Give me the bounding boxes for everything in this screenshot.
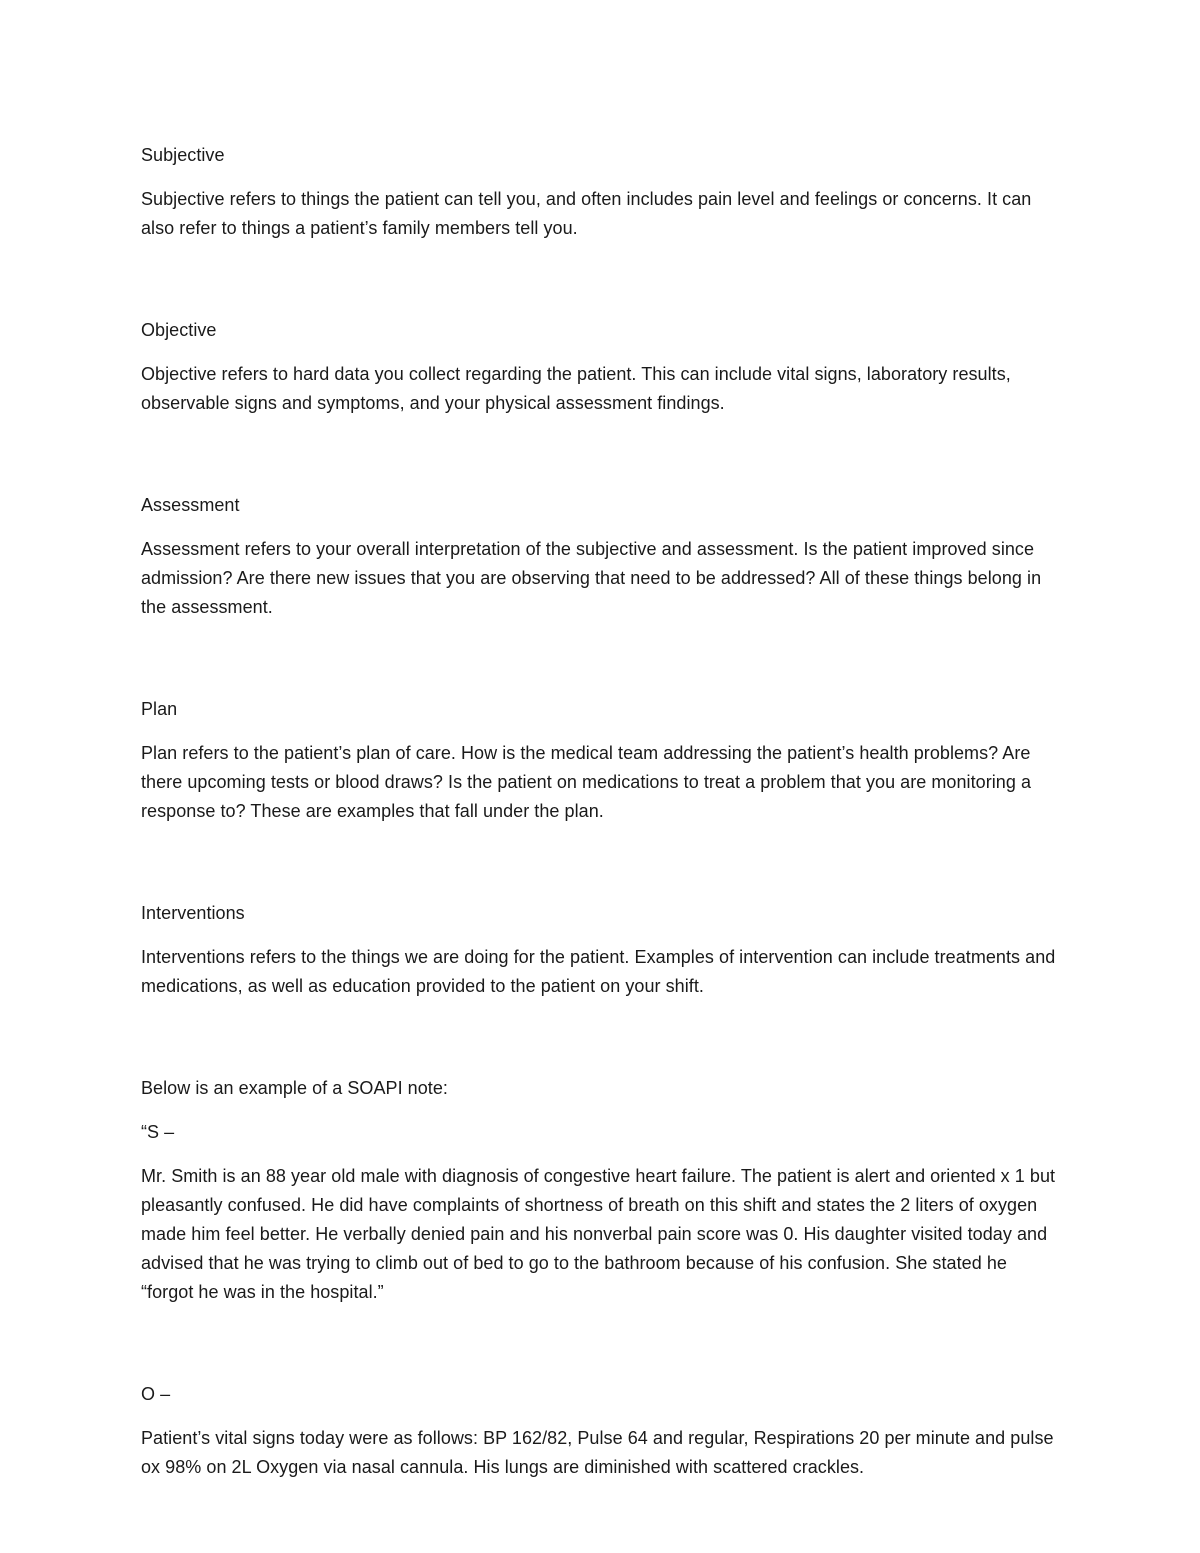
spacer (141, 826, 1061, 899)
section-heading: Plan (141, 699, 178, 719)
document-body (141, 141, 1061, 1482)
section-heading: Subjective (141, 145, 225, 165)
section-objective (141, 316, 1061, 418)
section-body: Assessment refers to your overall interpretation of the subjective and assessment. Is the patient improved since admission? Are there new issues that you are observing that need to be addressed? All of these things belong in the assessment. (141, 539, 1042, 617)
section-heading: Interventions (141, 903, 245, 923)
example-intro: Below is an example of a SOAPI note: (141, 1078, 448, 1098)
section-body: Subjective refers to things the patient can tell you, and often includes pain level and feelings or concerns. It can also refer to things a patient’s family members tell you. (141, 189, 1032, 238)
section-plan (141, 695, 1061, 826)
section-heading: Assessment (141, 495, 240, 515)
section-body: Interventions refers to the things we are doing for the patient. Examples of intervention can include treatments and medications, as well as education provided to the patient on your shift. (141, 947, 1056, 996)
example-o-body: Patient’s vital signs today were as follows: BP 162/82, Pulse 64 and regular, Respirations 20 per minute and pulse ox 98% on 2L Oxygen via nasal cannula. His lungs are diminished with scattered crackles. (141, 1428, 1054, 1477)
spacer (141, 1307, 1061, 1380)
section-body: Plan refers to the patient’s plan of care. How is the medical team addressing the patient’s health problems? Are there upcoming tests or blood draws? Is the patient on medications to treat a problem that you are monitoring a response to? These are examples that fall under the plan. (141, 743, 1032, 821)
section-assessment (141, 491, 1061, 622)
spacer (141, 243, 1061, 316)
section-subjective (141, 141, 1061, 243)
section-body: Objective refers to hard data you collect regarding the patient. This can include vital signs, laboratory results, observable signs and symptoms, and your physical assessment findings. (141, 364, 1011, 413)
soapi-example (141, 1074, 1061, 1482)
section-interventions (141, 899, 1061, 1001)
spacer (141, 418, 1061, 491)
section-heading: Objective (141, 320, 217, 340)
spacer (141, 622, 1061, 695)
example-s-label: “S – (141, 1122, 175, 1142)
example-s-body: Mr. Smith is an 88 year old male with diagnosis of congestive heart failure. The patient is alert and oriented x 1 but pleasantly confused. He did have complaints of shortness of breath on this shift and states the 2 liters of oxygen made him feel better. He verbally denied pain and his nonverbal pain score was 0. His daughter visited today and advised that he was trying to climb out of bed to go to the bathroom because of his confusion. She stated he “forgot he was in the hospital.” (141, 1166, 1056, 1302)
example-o-label: O – (141, 1384, 171, 1404)
spacer (141, 1001, 1061, 1074)
